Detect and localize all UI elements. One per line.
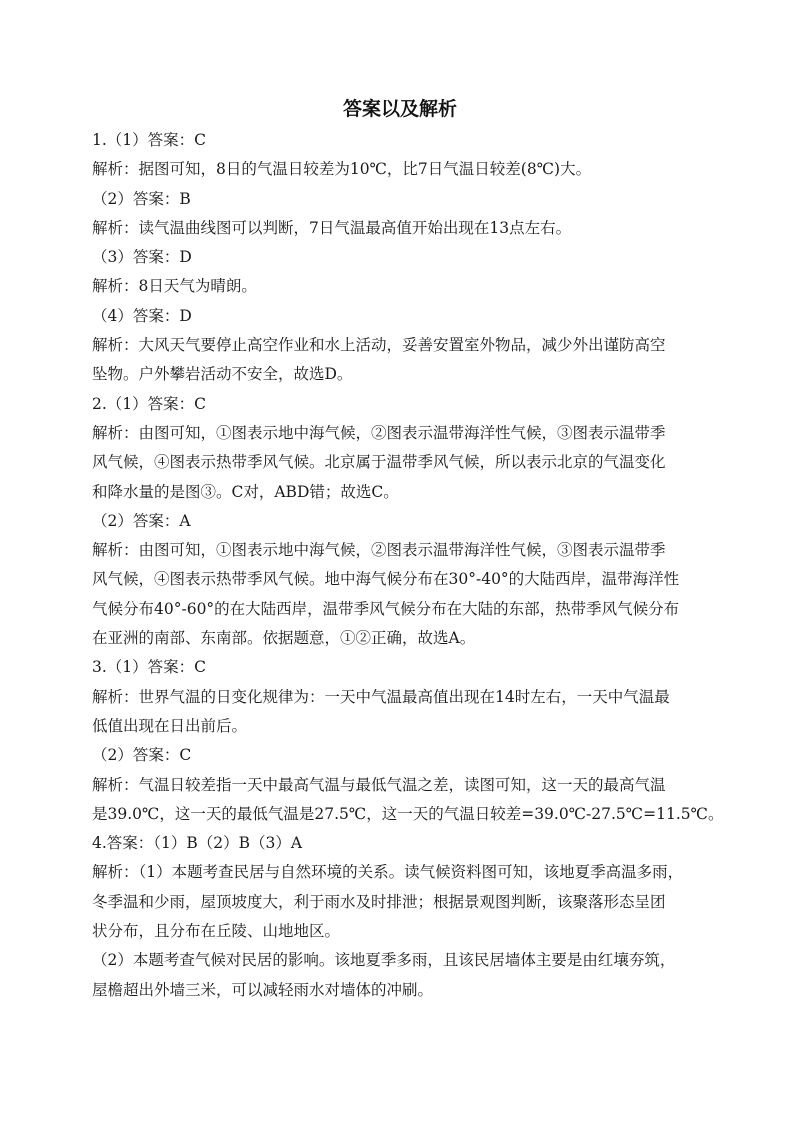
q3-2-explanation-line-2: 是39.0℃，这一天的最低气温是27.5℃，这一天的气温日较差=39.0℃-27.5℃=11.5℃。: [92, 804, 724, 823]
q2-1-explanation-line-1: 解析：由图可知，①图表示地中海气候，②图表示温带海洋性气候，③图表示温带季: [92, 423, 666, 442]
q3-2-answer: （2）答案：C: [92, 746, 192, 765]
q1-3-answer: （3）答案：D: [92, 248, 192, 267]
q2-1-explanation-line-2: 风气候，④图表示热带季风气候。北京属于温带季风气候，所以表示北京的气温变化: [92, 453, 666, 472]
document-body: [92, 96, 724, 1005]
q3-1-answer: 3.（1）答案：C: [92, 658, 207, 677]
q4-1-explanation-line-1: 解析：（1）本题考查民居与自然环境的关系。读气候资料图可知，该地夏季高温多雨，: [92, 863, 684, 882]
q3-1-explanation-line-1: 解析：世界气温的日变化规律为：一天中气温最高值出现在14时左右，一天中气温最: [92, 687, 670, 706]
q2-1-explanation-line-3: 和降水量的是图③。C对，ABD错；故选C。: [92, 482, 399, 501]
q1-4-explanation-line-1: 解析：大风天气要停止高空作业和水上活动，妥善安置室外物品，减少外出谨防高空: [92, 336, 666, 355]
q1-4-explanation-line-2: 坠物。户外攀岩活动不安全，故选D。: [92, 365, 353, 384]
q1-2-answer: （2）答案：B: [92, 189, 191, 208]
q2-2-answer: （2）答案：A: [92, 511, 191, 530]
q4-2-explanation-line-1: （2）本题考查气候对民居的影响。该地夏季多雨，且该民居墙体主要是由红壤夯筑，: [92, 951, 676, 970]
q2-2-explanation-line-4: 在亚洲的南部、东南部。依据题意，①②正确，故选A。: [92, 629, 476, 648]
q4-1-explanation-line-3: 状分布，且分布在丘陵、山地地区。: [92, 922, 341, 941]
q4-2-explanation-line-2: 屋檐超出外墙三米，可以减轻雨水对墙体的冲刷。: [92, 980, 434, 999]
q2-2-explanation-line-1: 解析：由图可知，①图表示地中海气候，②图表示温带海洋性气候，③图表示温带季: [92, 541, 666, 560]
q2-1-answer: 2.（1）答案：C: [92, 394, 207, 413]
q3-2-explanation-line-1: 解析：气温日较差指一天中最高气温与最低气温之差，读图可知，这一天的最高气温: [92, 775, 666, 794]
page-title: 答案以及解析: [342, 98, 457, 120]
q3-1-explanation-line-2: 低值出现在日出前后。: [92, 716, 248, 735]
q2-2-explanation-line-2: 风气候，④图表示热带季风气候。地中海气候分布在30°-40°的大陆西岸，温带海洋性: [92, 570, 680, 589]
q1-4-answer: （4）答案：D: [92, 306, 192, 325]
q1-2-explanation: 解析：读气温曲线图可以判断，7日气温最高值开始出现在13点左右。: [92, 218, 572, 237]
q2-2-explanation-line-3: 气候分布40°-60°的在大陆西岸，温带季风气候分布在大陆的东部，热带季风气候分布: [92, 599, 680, 618]
q1-1-answer: 1.（1）答案：C: [92, 131, 207, 149]
q1-1-explanation: 解析：据图可知，8日的气温日较差为10℃，比7日气温日较差(8℃)大。: [92, 160, 592, 179]
q1-3-explanation: 解析：8日天气为晴朗。: [92, 277, 257, 296]
q4-answer: 4.答案：（1）B（2）B（3）A: [92, 834, 303, 853]
q4-1-explanation-line-2: 冬季温和少雨，屋顶坡度大，利于雨水及时排泄；根据景观图判断，该聚落形态呈团: [92, 892, 666, 911]
